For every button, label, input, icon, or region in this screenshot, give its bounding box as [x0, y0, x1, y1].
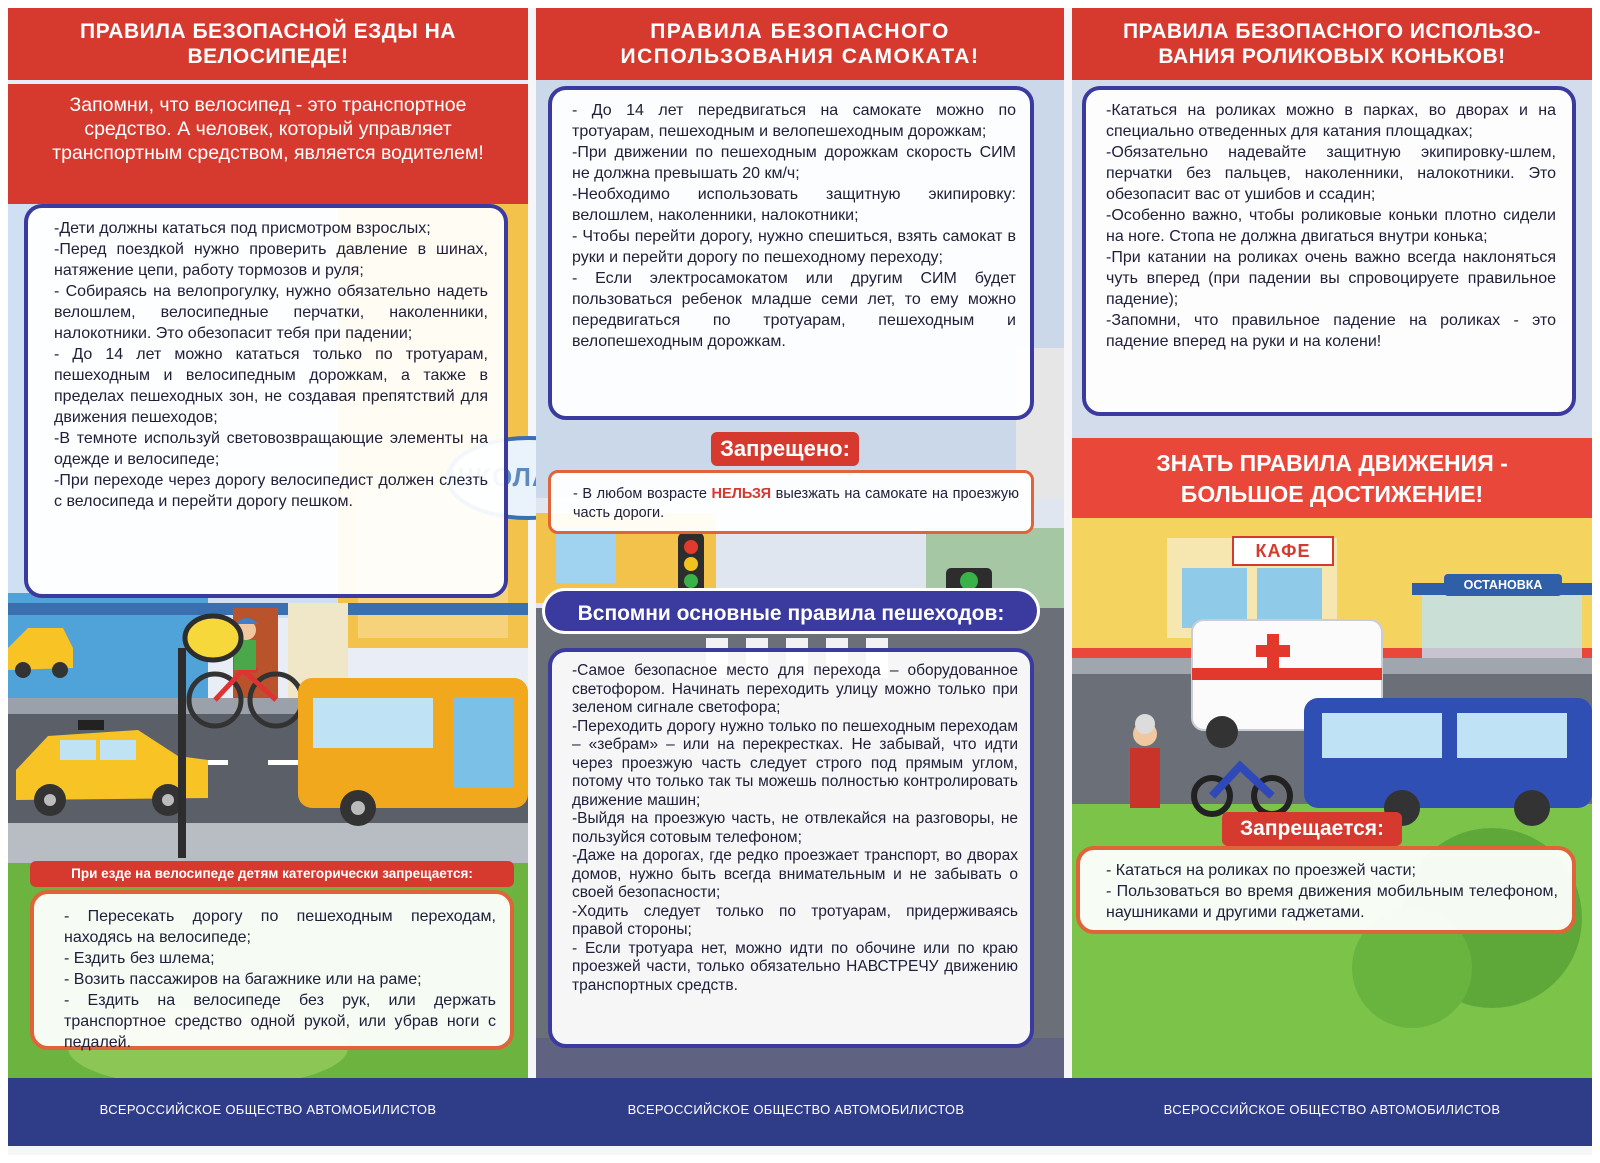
rule-text: -Особенно важно, чтобы роликовые коньки плотно сидели на ноге. Стопа не должна двигаться внутри конька;	[1106, 207, 1556, 245]
bicycle-rules-card	[24, 204, 508, 598]
rule-text: -Запомни, что правильное падение на роликах - это падение вперед на руки и на колени!	[1106, 312, 1556, 350]
pedestrian-heading: Вспомни основные правила пешеходов:	[542, 588, 1040, 634]
panel-bicycle	[8, 8, 528, 1078]
bicycle-forbidden-card	[30, 890, 514, 1050]
forbidden-text: - Ездить без шлема;	[64, 950, 215, 967]
rule-text: -Кататься на роликах можно в парках, во дворах и на специально отведенных для катания площадках;	[1106, 102, 1556, 140]
bus-stop-sign: ОСТАНОВКА	[1444, 574, 1562, 596]
panel-title: ПРАВИЛА БЕЗОПАСНОГО ИСПОЛЬЗО-ВАНИЯ РОЛИКОВЫХ КОНЬКОВ!	[1072, 8, 1592, 80]
forbidden-highlight: НЕЛЬЗЯ	[711, 486, 772, 502]
cafe-sign: КАФЕ	[1232, 536, 1334, 566]
footer-org-middle: ВСЕРОССИЙСКОЕ ОБЩЕСТВО АВТОМОБИЛИСТОВ	[627, 1102, 965, 1117]
rule-text: - Собираясь на велопрогулку, нужно обязательно надеть велошлем, велосипедные перчатки, наколенники, налокотники. Это обезопасит тебя при падении;	[54, 283, 488, 342]
intro-text: Запомни, что велосипед - это транспортное средство. А человек, который управляет транспортным средством, является водителем!	[52, 94, 484, 164]
panel-title: ПРАВИЛА БЕЗОПАСНОГО ИСПОЛЬЗОВАНИЯ САМОКАТА!	[536, 8, 1064, 80]
rule-text: -При переходе через дорогу велосипедист должен слезть с велосипеда и перейти дорогу пешком.	[54, 472, 488, 510]
brochure	[8, 8, 1592, 1155]
rule-text: -Обязательно надевайте защитную экипировку-шлем, перчатки без пальцев, наколенники, налокотники. Это обезопасит вас от ушибов и ссадин;	[1106, 144, 1556, 203]
rollerblade-forbidden-card	[1076, 846, 1576, 934]
panel-scooter	[536, 8, 1064, 1078]
forbidden-label: Запрещено:	[711, 432, 859, 466]
rule-text: -При катании на роликах очень важно всегда наклоняться чуть вперед (при падении вы спровоцируете правильное падение);	[1106, 249, 1556, 308]
rule-text: -Переходить дорогу нужно только по пешеходным переходам – «зебрам» – или на перекрестках. Не забывай, что идти через проезжую часть следует строго под прямым углом, потому что только так ты можешь полностью контролировать движение машин;	[572, 717, 1018, 809]
forbidden-text: - Пересекать дорогу по пешеходным переходам, находясь на велосипеде;	[64, 908, 496, 946]
panel-rollerblades	[1072, 8, 1592, 1078]
rule-text: -Ходить следует только по тротуарам, придерживаясь правой стороны;	[572, 902, 1018, 938]
forbidden-label: Запрещается:	[1222, 812, 1402, 846]
rule-text: -Дети должны кататься под присмотром взрослых;	[54, 220, 431, 237]
forbidden-suffix: выезжать на самокате на проезжую часть дороги.	[573, 486, 1019, 521]
footer-bar	[8, 1078, 1592, 1146]
rollerblade-rules-card	[1082, 86, 1576, 416]
forbidden-text: - Возить пассажиров на багажнике или на раме;	[64, 971, 422, 988]
scooter-forbidden-card	[548, 470, 1034, 534]
rule-text: - До 14 лет можно кататься только по тротуарам, пешеходным и велосипедным дорожкам, а также в пределах пешеходных зон, не создавая препятствий для движения пешеходов;	[54, 346, 488, 426]
rule-text: - До 14 лет передвигаться на самокате можно по тротуарам, пешеходным и велопешеходным дорожкам;	[572, 102, 1016, 140]
rule-text: -В темноте используй световозвращающие элементы на одежде и велосипеде;	[54, 430, 488, 468]
rule-text: - Если тротуара нет, можно идти по обочине или по краю проезжей части, только обязательно НАВСТРЕЧУ движению транспортных средств.	[572, 939, 1018, 994]
rule-text: -Самое безопасное место для перехода – оборудованное светофором. Начинать переходить улицу можно только при зеленом сигнале светофора;	[572, 662, 1018, 716]
forbidden-text: - Кататься на роликах по проезжей части;	[1106, 862, 1416, 879]
rule-text: - Чтобы перейти дорогу, нужно спешиться, взять самокат в руки и перейти дорогу по пешеходному переходу;	[572, 228, 1016, 266]
forbidden-text: - Пользоваться во время движения мобильным телефоном, наушниками и другими гаджетами.	[1106, 883, 1558, 921]
forbidden-text: - Ездить на велосипеде без рук, или держать транспортное средство одной рукой, или убрав ноги с педалей.	[64, 992, 496, 1051]
rule-text: -Выйдя на проезжую часть, не отвлекайся на разговоры, не пользуйся сотовым телефоном;	[572, 810, 1018, 846]
pedestrian-rules-card	[548, 648, 1034, 1048]
rule-text: -Перед поездкой нужно проверить давление в шинах, натяжение цепи, работу тормозов и руля;	[54, 241, 488, 279]
scooter-rules-card	[548, 86, 1034, 420]
rule-text: -При движении по пешеходным дорожкам скорость СИМ не должна превышать 20 км/ч;	[572, 144, 1016, 182]
forbidden-heading: При езде на велосипеде детям категорически запрещается:	[30, 861, 514, 887]
rule-text: - Если электросамокатом или другим СИМ будет пользоваться ребенок младше семи лет, то ему можно передвигаться по тротуарам, пешеходным и велопешеходным дорожкам.	[572, 270, 1016, 350]
slogan: ЗНАТЬ ПРАВИЛА ДВИЖЕНИЯ - БОЛЬШОЕ ДОСТИЖЕНИЕ!	[1156, 450, 1508, 507]
rule-text: -Необходимо использовать защитную экипировку: велошлем, наколенники, налокотники;	[572, 186, 1016, 224]
footer-org-right: ВСЕРОССИЙСКОЕ ОБЩЕСТВО АВТОМОБИЛИСТОВ	[1163, 1102, 1501, 1117]
panel-title: ПРАВИЛА БЕЗОПАСНОЙ ЕЗДЫ НА ВЕЛОСИПЕДЕ!	[8, 8, 528, 80]
footer-org-left: ВСЕРОССИЙСКОЕ ОБЩЕСТВО АВТОМОБИЛИСТОВ	[99, 1102, 437, 1117]
rule-text: -Даже на дорогах, где редко проезжает транспорт, во дворах домов, нужно быть всегда внимательным и не забывать о своей безопасности;	[572, 847, 1018, 901]
forbidden-prefix: - В любом возрасте	[573, 486, 707, 502]
